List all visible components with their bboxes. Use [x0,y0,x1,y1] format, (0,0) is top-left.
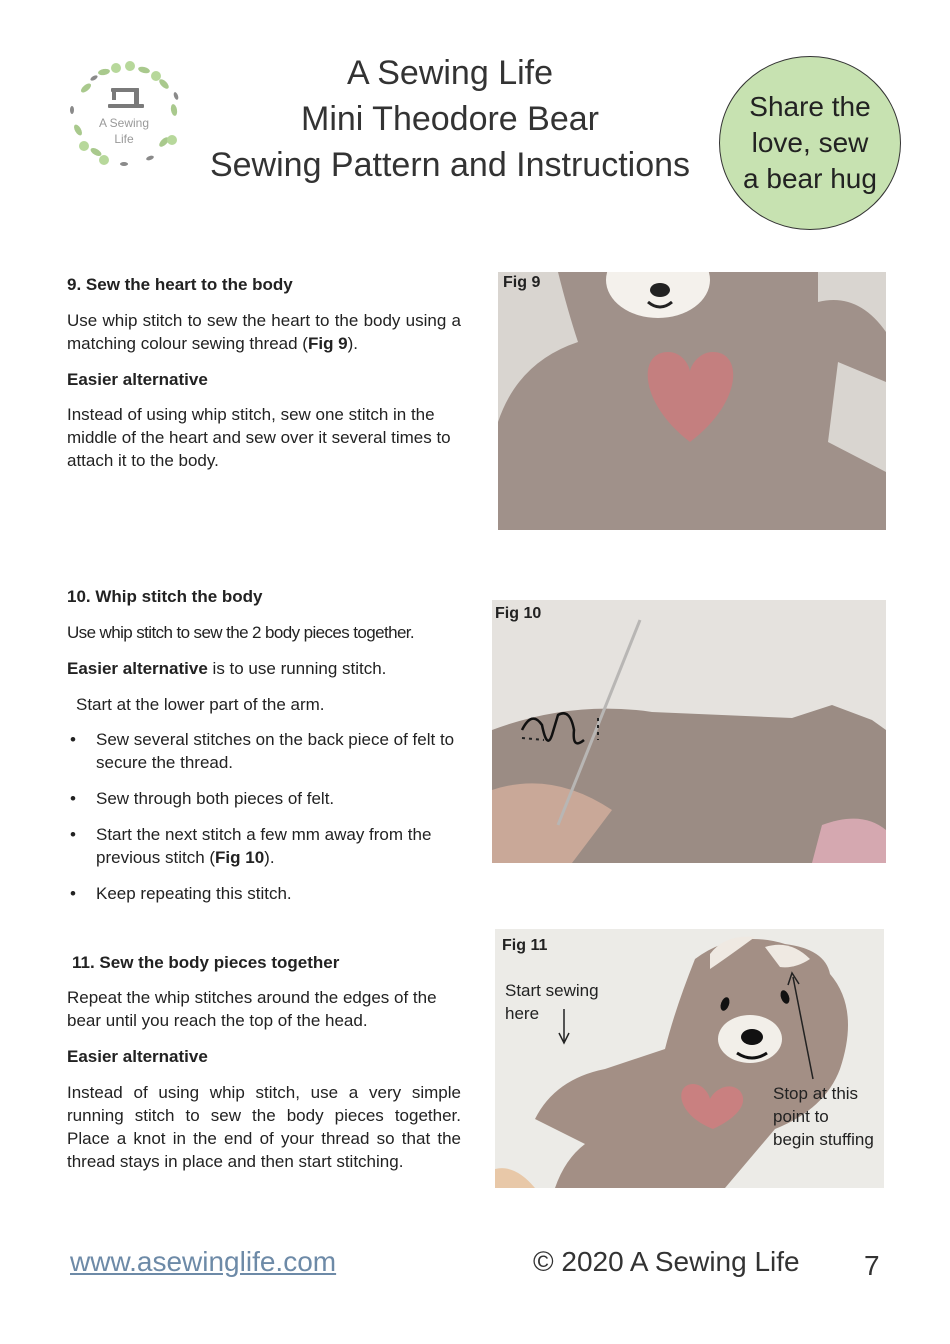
bear-heart-illustration [498,272,886,530]
fig-10-reference: Fig 10 [215,848,265,867]
step-9-text: Use whip stitch to sew the heart to the body using a matching colour sewing thread ( [67,311,461,353]
step-9-alt-text: Instead of using whip stitch, sew one stitch in the middle of the heart and sew over it several times to attach it to the body. [67,405,451,470]
figure-9-label: Fig 9 [503,274,541,291]
annotation-line: Start sewing [505,981,599,1000]
step-10-paragraph: Use whip stitch to sew the 2 body pieces together. [67,623,415,642]
step-10-alt [67,657,386,680]
website-link[interactable]: www.asewinglife.com [70,1246,337,1277]
badge-line: Share the [749,91,871,122]
annotation-line: here [505,1004,540,1023]
bullet-text: Start the next stitch a few mm away from the previous stitch ( [96,825,432,867]
fig-9-reference: Fig 9 [307,334,348,353]
list-item: • Sew several stitches on the back piece of felt to secure the thread. [66,728,464,774]
list-item [66,823,464,869]
annotation-line: point to [773,1107,829,1126]
step-11-alt-heading: Easier alternative [67,1047,208,1066]
logo-text-line: A Sewing [98,116,150,130]
copyright-text: © 2020 A Sewing Life [533,1246,800,1277]
annotation-line: Stop at this [773,1084,859,1103]
step-11-heading: 11. Sew the body pieces together [72,953,340,972]
figure-10-photo [492,600,886,863]
step-10-alt-rest: is to use running stitch. [207,659,387,678]
step-10-heading: 10. Whip stitch the body [67,587,263,606]
step-9-alt-heading: Easier alternative [67,370,208,389]
logo [64,60,184,170]
figure-9-photo [498,272,886,530]
figure-11-label: Fig 11 [502,937,548,954]
bullet-text-end: ). [264,848,275,867]
figure-11-photo [495,929,884,1188]
step-10-bullet-list [66,728,464,918]
logo-text [92,115,156,147]
step-9-paragraph [67,309,461,355]
share-badge [719,56,901,230]
page-title-line-1: A Sewing Life [346,54,554,92]
step-11-paragraph: Repeat the whip stitches around the edges of the bear until you reach the top of the head. [67,988,437,1030]
step-10-alt-bold: Easier alternative [67,659,208,678]
annotation-line: begin stuffing [773,1130,874,1149]
logo-text-line: Life [114,132,134,146]
step-10-start-text: Start at the lower part of the arm. [76,695,325,714]
list-item: • Sew through both pieces of felt. [66,787,464,810]
step-9-text-end: ). [347,334,359,353]
step-9-heading: 9. Sew the heart to the body [67,275,293,294]
badge-line: love, sew [751,127,869,158]
badge-line: a bear hug [743,163,877,194]
list-item: • Keep repeating this stitch. [66,882,464,905]
step-11-alt-text: Instead of using whip stitch, use a very simple running stitch to sew the body pieces together. Place a knot in the end of your thread so that the thread stays in place and then start stitching. [67,1083,461,1171]
figure-10-label: Fig 10 [495,605,542,622]
page-title-line-2: Mini Theodore Bear [301,100,599,138]
page-title-line-3: Sewing Pattern and Instructions [209,146,691,184]
page-number: 7 [864,1250,880,1281]
annotation-start-sewing [505,979,599,1025]
whip-stitch-illustration [492,600,886,863]
annotation-stop-point [773,1082,874,1151]
